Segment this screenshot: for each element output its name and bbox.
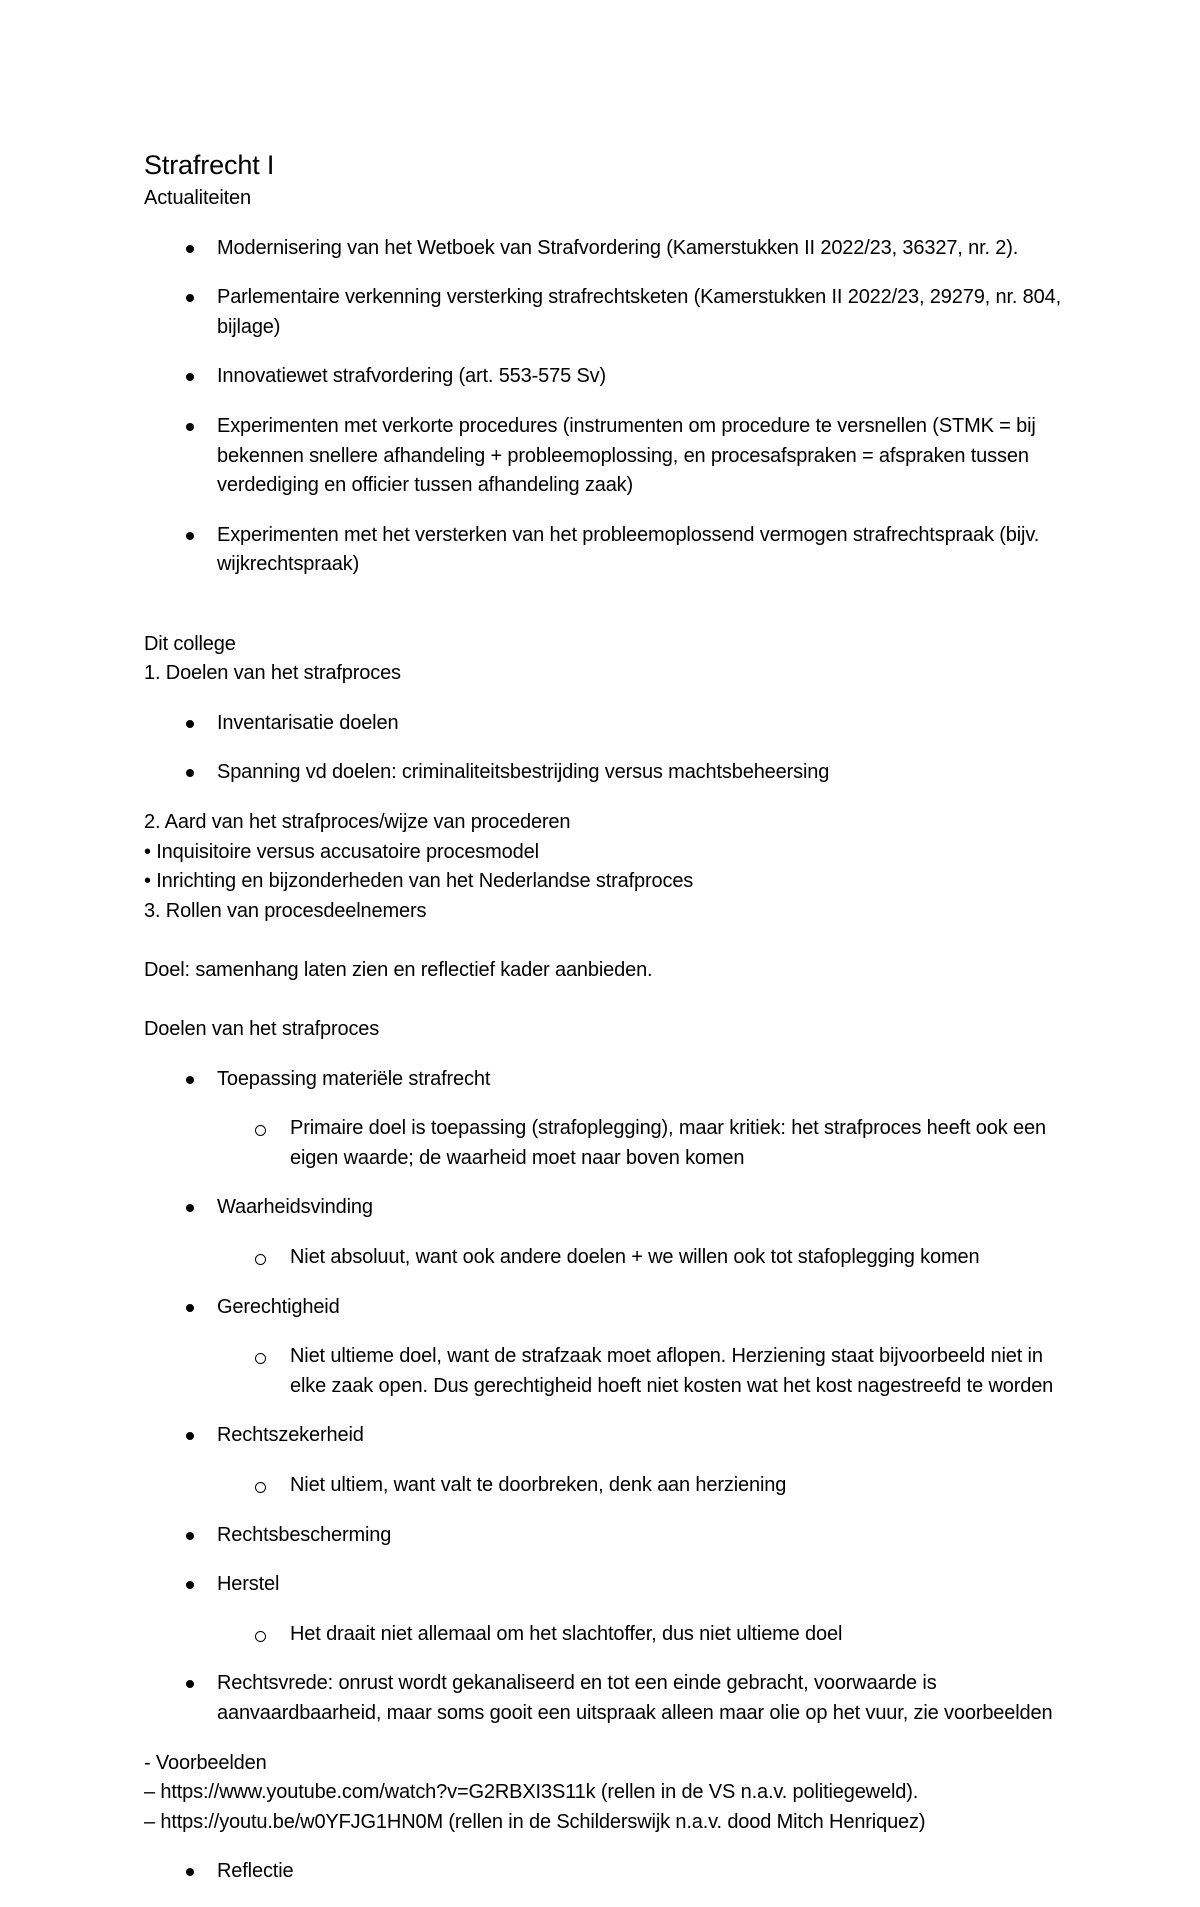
list-item: Parlementaire verkenning versterking strafrechtsketen (Kamerstukken II 2022/23, 29279, nr. 804, bijlage) [144, 283, 1074, 342]
inline-bullet-item: • Inquisitoire versus accusatoire procesmodel [144, 840, 539, 863]
list-item: Experimenten met verkorte procedures (instrumenten om procedure te versnellen (STMK = bij bekennen snellere afhandeling + probleemoplossing, en procesafspraken = afspraken tussen verdediging en officier tussen afhandeling zaak) [144, 412, 1074, 501]
example-link: – https://www.youtube.com/watch?v=G2RBXI3S11k (rellen in de VS n.a.v. politiegeweld). [144, 1781, 919, 1804]
example-link: – https://youtu.be/w0YFJG1HN0M (rellen in de Schilderswijk n.a.v. dood Mitch Henriquez) [144, 1810, 926, 1833]
bullet-list-doelen [144, 1065, 1074, 1729]
numbered-item-2: 2. Aard van het strafproces/wijze van procederen [144, 810, 571, 833]
section-heading-doelen: Doelen van het strafproces [144, 1018, 380, 1041]
list-item: Waarheidsvinding [144, 1193, 1074, 1223]
list-item: Herstel [144, 1570, 1074, 1600]
document-title: Strafrecht I [144, 150, 275, 180]
sub-list-item: Niet absoluut, want ook andere doelen + we willen ook tot stafoplegging komen [144, 1243, 1074, 1273]
spacer [144, 926, 1074, 956]
list-item: Rechtsvrede: onrust wordt gekanaliseerd en tot een einde gebracht, voorwaarde is aanvaardbaarheid, maar soms gooit een uitspraak alleen maar olie op het vuur, zie voorbeelden [144, 1669, 1074, 1728]
list-item: Gerechtigheid [144, 1293, 1074, 1323]
section-heading-dit-college: Dit college [144, 632, 236, 655]
sub-list-item: Niet ultieme doel, want de strafzaak moet aflopen. Herziening staat bijvoorbeeld niet in elke zaak open. Dus gerechtigheid hoeft niet kosten wat het kost nagestreefd te worden [144, 1342, 1074, 1401]
list-item: Modernisering van het Wetboek van Strafvordering (Kamerstukken II 2022/23, 36327, nr. 2). [144, 234, 1074, 264]
spacer [144, 600, 1074, 630]
list-item: Experimenten met het versterken van het probleemoplossend vermogen strafrechtspraak (bijv. wijkrechtspraak) [144, 521, 1074, 580]
list-item: Innovatiewet strafvordering (art. 553-575 Sv) [144, 362, 1074, 392]
examples-heading: - Voorbeelden [144, 1751, 267, 1774]
numbered-item-3: 3. Rollen van procesdeelnemers [144, 899, 427, 922]
list-item: Reflectie [144, 1857, 1074, 1887]
list-item: Spanning vd doelen: criminaliteitsbestrijding versus machtsbeheersing [144, 758, 1074, 788]
list-item: Rechtszekerheid [144, 1421, 1074, 1451]
sub-list-item: Niet ultiem, want valt te doorbreken, denk aan herziening [144, 1471, 1074, 1501]
list-item: Inventarisatie doelen [144, 709, 1074, 739]
list-item: Rechtsbescherming [144, 1521, 1074, 1551]
sub-list-item: Primaire doel is toepassing (strafoplegging), maar kritiek: het strafproces heeft ook een eigen waarde; de waarheid moet naar boven komen [144, 1114, 1074, 1173]
bullet-list-actualiteiten [144, 234, 1074, 580]
inline-bullet-item: • Inrichting en bijzonderheden van het Nederlandse strafproces [144, 870, 694, 893]
spacer [144, 985, 1074, 1015]
section-heading-actualiteiten: Actualiteiten [144, 187, 252, 209]
numbered-item-1: 1. Doelen van het strafproces [144, 662, 401, 685]
goal-statement: Doel: samenhang laten zien en reflectief kader aanbieden. [144, 958, 653, 981]
list-item: Toepassing materiële strafrecht [144, 1065, 1074, 1095]
sub-list-item: Het draait niet allemaal om het slachtoffer, dus niet ultieme doel [144, 1620, 1074, 1650]
document-body [144, 148, 1074, 1907]
